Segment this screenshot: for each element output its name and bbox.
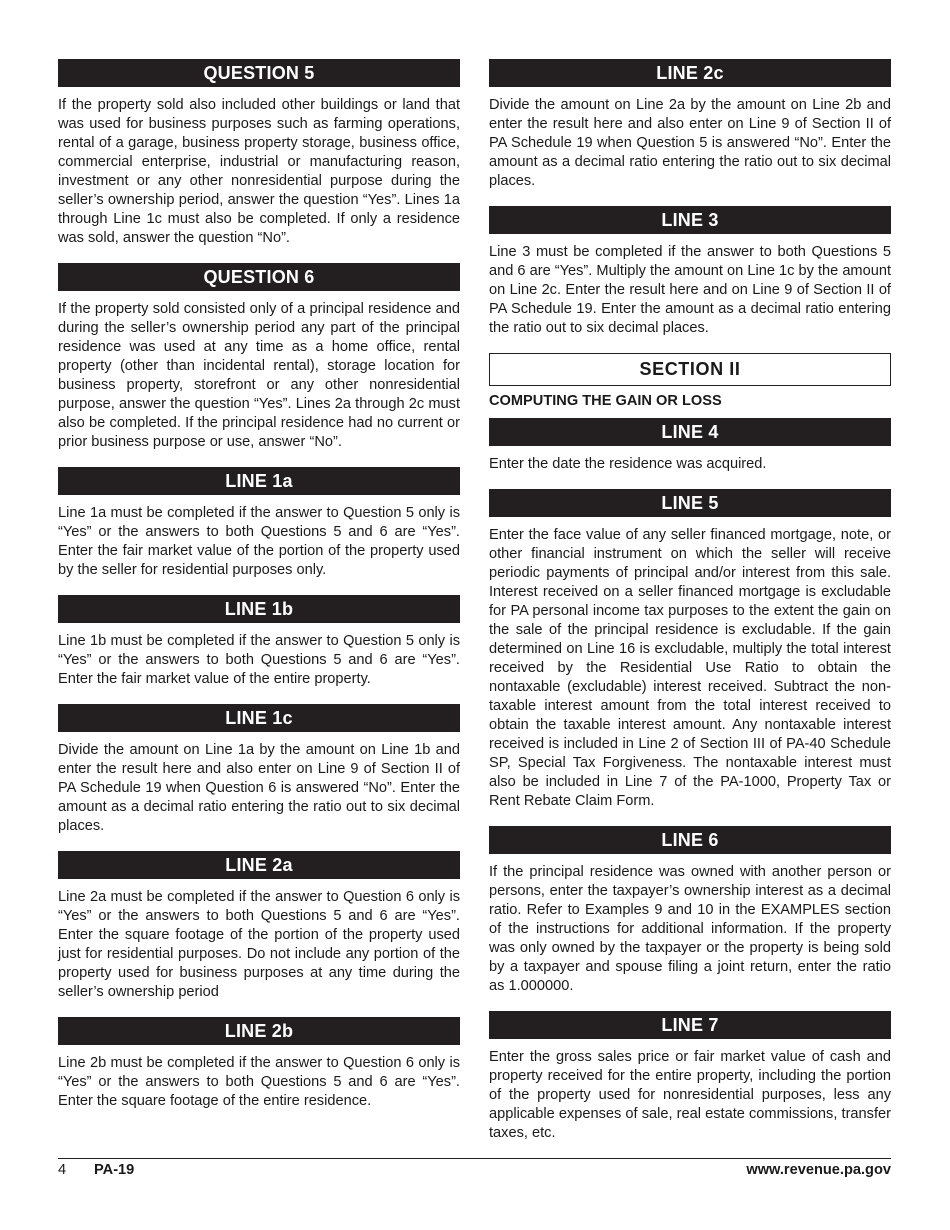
text-line-1c: Divide the amount on Line 1a by the amount on Line 1b and enter the result here and also enter on Line 9 of Section II of PA Schedule 19 when Question 6 is answered “No”. Enter the amount as a decimal ratio entering the ratio out to six decimal places. <box>58 742 460 834</box>
right-column <box>489 59 891 1158</box>
text-question-6: If the property sold consisted only of a principal residence and during the seller’s ownership period any part of the principal residence was used at any time as a home office, rental property (other than incidental rental), storage location for business property, storefront or any other nonresidential purpose, answer the question “Yes”. Lines 2a through 2c must also be completed. If the principal residence had no current or prior business purpose or use, answer “No”. <box>58 301 460 450</box>
section-line-6 <box>489 826 891 996</box>
text-line-2b: Line 2b must be completed if the answer to Question 6 only is “Yes” or the answers to both Questions 5 and 6 are “Yes”. Enter the square footage of the entire residence. <box>58 1055 460 1109</box>
page-number: 4 <box>58 1162 67 1178</box>
heading-line-6: LINE 6 <box>489 826 891 854</box>
heading-line-1b: LINE 1b <box>58 595 460 623</box>
section-ii-subtitle: COMPUTING THE GAIN OR LOSS <box>489 393 722 409</box>
heading-line-4: LINE 4 <box>489 418 891 446</box>
website-link[interactable]: www.revenue.pa.gov <box>746 1162 891 1178</box>
section-line-1a <box>58 467 460 580</box>
text-line-2c: Divide the amount on Line 2a by the amount on Line 2b and enter the result here and also enter on Line 9 of Section II of PA Schedule 19 when Question 5 is answered “No”. Enter the amount as a decimal ratio entering the ratio out to six decimal places. <box>489 97 891 189</box>
section-line-2c <box>489 59 891 191</box>
heading-line-2b: LINE 2b <box>58 1017 460 1045</box>
section-line-3 <box>489 206 891 338</box>
section-line-2b <box>58 1017 460 1111</box>
heading-line-5: LINE 5 <box>489 489 891 517</box>
left-column <box>58 59 460 1126</box>
section-question-6 <box>58 263 460 452</box>
heading-line-7: LINE 7 <box>489 1011 891 1039</box>
page-footer <box>58 1158 891 1183</box>
heading-line-2a: LINE 2a <box>58 851 460 879</box>
section-line-4 <box>489 418 891 474</box>
section-line-5 <box>489 489 891 811</box>
form-id: PA-19 <box>94 1162 135 1178</box>
text-line-5: Enter the face value of any seller financed mortgage, note, or other financial instrument on which the seller will receive periodic payments of principal and/or interest from this sale. Interest received on a seller financed mortgage is excludable for PA personal income tax purposes to the extent the gain on the sale of the principal residence is excludable. If the gain determined on Line 16 is excludable, multiply the total interest received by the Residential Use Ratio to obtain the nontaxable (excludable) interest received. Subtract the non-taxable interest amount from the total interest received to obtain the taxable interest amount. Any nontaxable interest received is included in Line 2 of Section III of PA-40 Schedule SP, Special Tax Forgiveness. The nontaxable interest must also be included in Line 7 of the PA-1000, Property Tax or Rent Rebate Claim Form. <box>489 527 891 809</box>
footer-row <box>58 1159 891 1183</box>
text-line-1b: Line 1b must be completed if the answer to Question 5 only is “Yes” or the answers to both Questions 5 and 6 are “Yes”. Enter the fair market value of the entire property. <box>58 633 460 687</box>
section-line-2a <box>58 851 460 1002</box>
text-line-3: Line 3 must be completed if the answer to both Questions 5 and 6 are “Yes”. Multiply the amount on Line 1c by the amount on Line 2c. Enter the result here and on Line 9 of Section II of PA Schedule 19. Enter the amount as a decimal ratio entering the ratio out to six decimal places. <box>489 244 891 336</box>
text-line-1a: Line 1a must be completed if the answer to Question 5 only is “Yes” or the answers to both Questions 5 and 6 are “Yes”. Enter the fair market value of the portion of the property used by the seller for residential purposes only. <box>58 505 460 578</box>
section-line-1c <box>58 704 460 836</box>
heading-line-1c: LINE 1c <box>58 704 460 732</box>
heading-question-5: QUESTION 5 <box>58 59 460 87</box>
heading-line-1a: LINE 1a <box>58 467 460 495</box>
section-question-5 <box>58 59 460 248</box>
heading-line-2c: LINE 2c <box>489 59 891 87</box>
section-line-1b <box>58 595 460 689</box>
text-line-6: If the principal residence was owned with another person or persons, enter the taxpayer’s ownership interest as a decimal ratio. Refer to Examples 9 and 10 in the EXAMPLES section of the instructions for additional information. If the property was only owned by the taxpayer or the property is being sold by a taxpayer and spouse filing a joint return, enter the ratio as 1.000000. <box>489 864 891 994</box>
section-ii-title: SECTION II <box>489 353 891 386</box>
section-line-7 <box>489 1011 891 1143</box>
text-line-2a: Line 2a must be completed if the answer to Question 6 only is “Yes” or the answers to both Questions 5 and 6 are “Yes”. Enter the square footage of the portion of the property used just for residential purposes. Do not include any portion of the property used for business purposes at any time during the seller’s ownership period <box>58 889 460 1000</box>
heading-line-3: LINE 3 <box>489 206 891 234</box>
heading-question-6: QUESTION 6 <box>58 263 460 291</box>
text-line-4: Enter the date the residence was acquired. <box>489 456 767 472</box>
text-question-5: If the property sold also included other buildings or land that was used for business purposes such as farming operations, rental of a garage, business property storage, business office, commercial enterprise, industrial or manufacturing reason, investment or any other nonresidential purpose during the seller’s ownership period, answer the question “Yes”. Lines 1a through Line 1c must also be completed. If only a residence was sold, answer the question “No”. <box>58 97 460 246</box>
text-line-7: Enter the gross sales price or fair market value of cash and property received for the entire property, including the portion of the property used for nonresidential purposes, less any applicable expenses of sale, real estate commissions, transfer taxes, etc. <box>489 1049 891 1141</box>
